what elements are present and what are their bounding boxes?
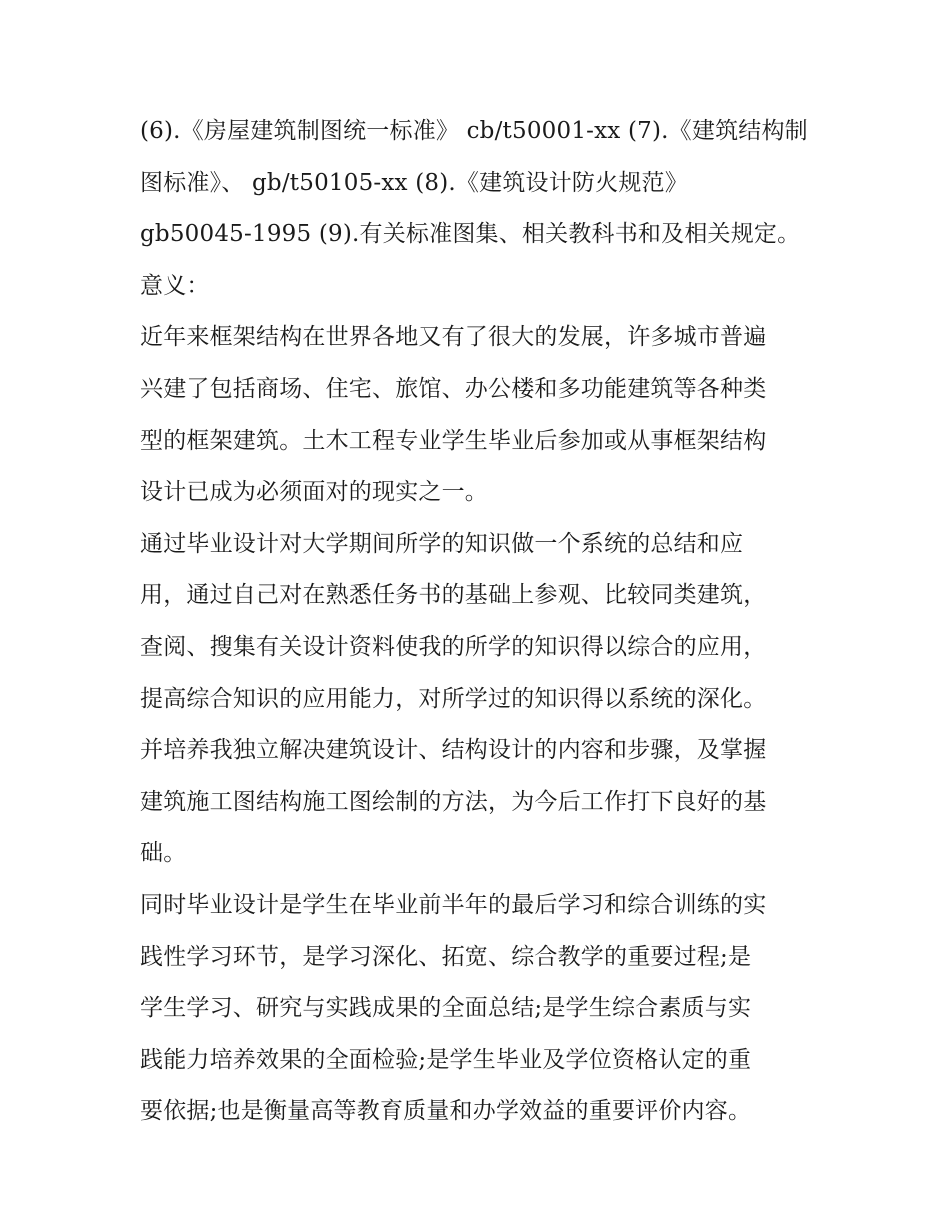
text-line: 并培养我独立解决建筑设计、结构设计的内容和步骤，及掌握	[140, 737, 767, 764]
text-line: 兴建了包括商场、住宅、旅馆、办公楼和多功能建筑等各种类	[140, 375, 767, 402]
text-line: 同时毕业设计是学生在毕业前半年的最后学习和综合训练的实	[140, 891, 767, 918]
text-line: 提高综合知识的应用能力，对所学过的知识得以系统的深化。	[140, 685, 767, 712]
text-line: 学生学习、研究与实践成果的全面总结;是学生综合素质与实	[140, 995, 752, 1022]
text-line: 践能力培养效果的全面检验;是学生毕业及学位资格认定的重	[140, 1046, 752, 1073]
text-line: 设计已成为必须面对的现实之一。	[140, 479, 488, 506]
text-line: 础。	[140, 840, 187, 867]
text-line: 查阅、搜集有关设计资料使我的所学的知识得以综合的应用，	[140, 633, 767, 660]
text-line: 型的框架建筑。土木工程专业学生毕业后参加或从事框架结构	[140, 427, 767, 454]
text-line: 近年来框架结构在世界各地又有了很大的发展，许多城市普遍	[140, 324, 767, 351]
document-body	[140, 106, 812, 1138]
text-line: 建筑施工图结构施工图绘制的方法，为今后工作打下良好的基	[140, 788, 767, 815]
text-line: 图标准》、 gb/t50105-xx (8).《建筑设计防火规范》	[140, 169, 688, 196]
text-line: (6).《房屋建筑制图统一标准》 cb/t50001-xx (7).《建筑结构制	[140, 118, 808, 144]
text-line: 要依据;也是衡量高等教育质量和办学效益的重要评价内容。	[140, 1098, 752, 1125]
text-line: 用，通过自己对在熟悉任务书的基础上参观、比较同类建筑，	[140, 582, 767, 609]
text-line: 通过毕业设计对大学期间所学的知识做一个系统的总结和应	[140, 530, 744, 557]
section-heading: 意义：	[140, 272, 210, 299]
text-line: gb50045-1995 (9).有关标准图集、相关教科书和及相关规定。	[140, 221, 801, 248]
text-line: 践性学习环节，是学习深化、拓宽、综合教学的重要过程;是	[140, 943, 752, 970]
